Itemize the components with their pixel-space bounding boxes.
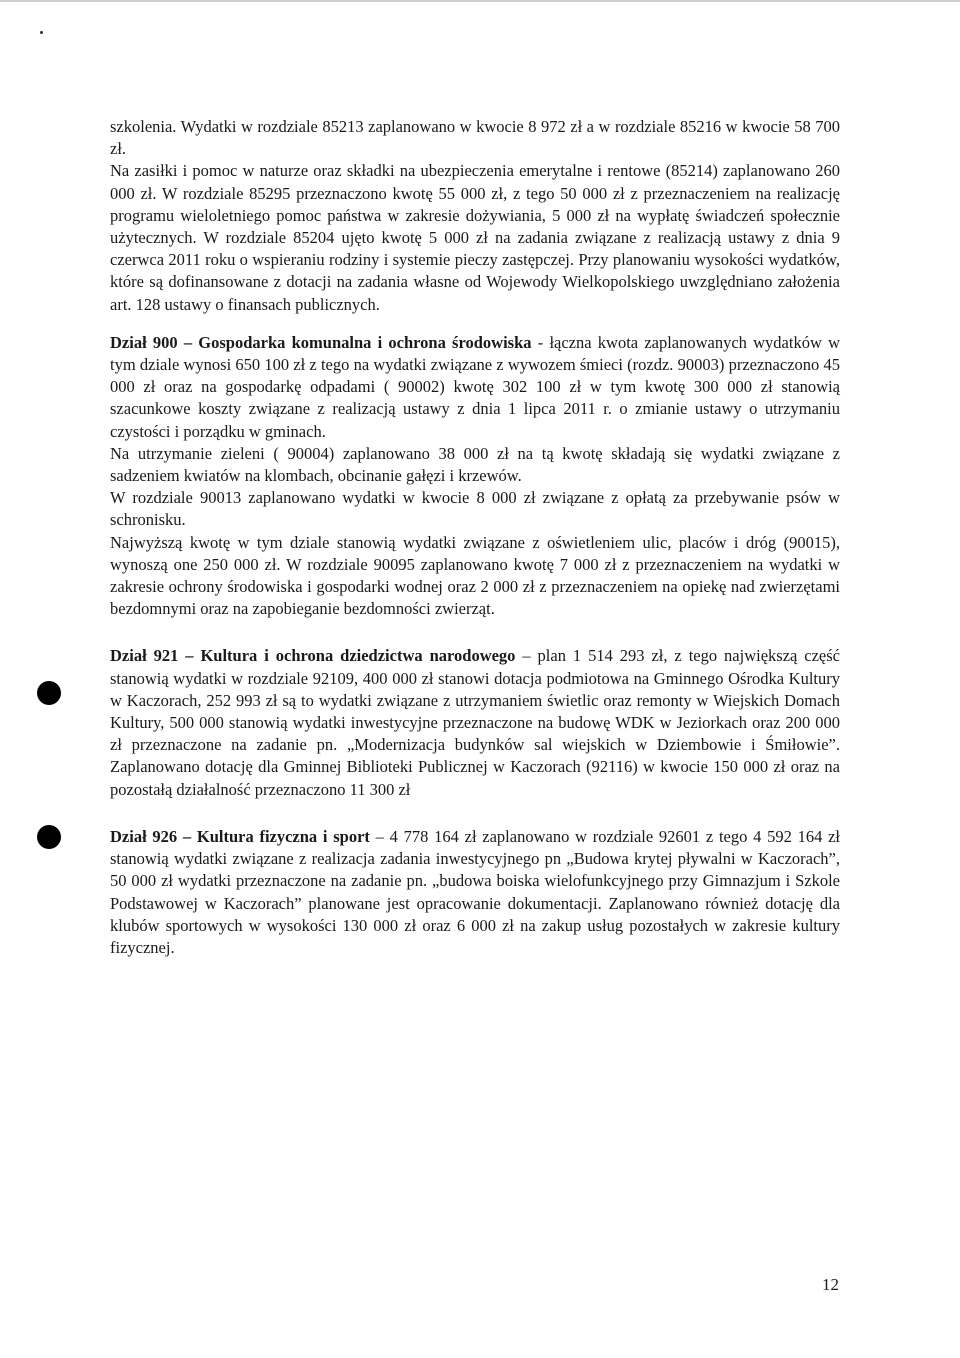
- page-number: 12: [822, 1275, 839, 1294]
- paragraph-zielen: Na utrzymanie zieleni ( 90004) zaplanowano 38 000 zł na tą kwotę składają się wydatki związane z sadzeniem kwiatów na klombach, obcinanie gałęzi i krzewów.: [110, 443, 840, 486]
- punch-hole-bottom: [37, 825, 61, 849]
- punch-hole-top: [37, 681, 61, 705]
- section-dzial-900: [110, 332, 840, 443]
- paragraph-oswietlenie: Najwyższą kwotę w tym dziale stanowią wydatki związane z oświetleniem ulic, placów i dróg (90015), wynoszą one 250 000 zł. W rozdziale 90095 zaplanowano kwotę 7 000 zł z przeznaczeniem na wydatki w zakresie ochrony środowiska i gospodarki wodnej oraz 2 000 zł z przeznaczeniem na opiekę nad zwierzętami bezdomnymi oraz na zapobieganie bezdomności zwierząt.: [110, 532, 840, 619]
- section-dzial-926: [110, 826, 840, 959]
- paragraph-zasilki: Na zasiłki i pomoc w naturze oraz składki na ubezpieczenia emerytalne i rentowe (85214) zaplanowano 260 000 zł. W rozdziale 85295 przeznaczono kwotę 55 000 zł, z tego 50 000 zł z przeznaczeniem na realizację programu wieloletniego pomoc państwa w zakresie dożywiania, 5 000 zł na wypłatę świadczeń społecznie użytecznych. W rozdziale 85204 ujęto kwotę 5 000 zł na zadania związane z realizacją ustawy z dnia 9 czerwca 2011 roku o wspieraniu rodziny i systemie pieczy zastępczej. Przy planowaniu wysokości wydatków, które są dofinansowane z dotacji na zadania własne od Wojewody Wielkopolskiego uwzględniano założenia art. 128 ustawy o finansach publicznych.: [110, 161, 840, 314]
- heading-dzial-926: Dział 926 – Kultura fizyczna i sport: [110, 826, 370, 846]
- dzial-926-body: – 4 778 164 zł zaplanowano w rozdziale 92601 z tego 4 592 164 zł stanowią wydatki związane z realizacja zadania inwestycyjnego pn „Budowa krytej pływalni w Kaczorach”, 50 000 zł wydatki przeznaczone na zadanie pn. „budowa boiska wielofunkcyjnego przy Gimnazjum i Szkole Podstawowej w Kaczorach” planowane jest opracowanie dokumentacji. Zaplanowano również dotację dla klubów sportowych w wysokości 130 000 zł oraz 6 000 zł na zakup usług pozostałych w zakresie kultury fizycznej.: [110, 826, 840, 957]
- dzial-900-intro: - łączna kwota zaplanowanych wydatków w tym dziale wynosi 650 100 zł z tego na wydatki związane z wywozem śmieci (rozdz. 90003) przeznaczono 45 000 zł oraz na gospodarkę odpadami ( 90002) kwotę 302 100 zł w tym kwotę 300 000 zł stanowią szacunkowe koszty związane z realizacją ustawy z dnia 1 lipca 2011 r. o zmianie ustawy o utrzymaniu czystości i porządku w gminach.: [110, 332, 841, 441]
- heading-dzial-921: Dział 921 – Kultura i ochrona dziedzictwa narodowego: [110, 646, 516, 666]
- paragraph-schronisko: W rozdziale 90013 zaplanowano wydatki w kwocie 8 000 zł związane z opłatą za przebywanie psów w schronisku.: [110, 488, 840, 530]
- section-dzial-921: [110, 645, 840, 800]
- scan-speck: [40, 31, 43, 34]
- document-body: [110, 116, 840, 959]
- dzial-921-body: – plan 1 514 293 zł, z tego największą część stanowią wydatki w rozdziale 92109, 400 000 zł stanowi dotacja podmiotowa na Gminnego Ośrodka Kultury w Kaczorach, 252 993 zł są to wydatki związane z utrzymaniem świetlic oraz remonty w Wiejskich Domach Kultury, 500 000 stanowią wydatki inwestycyjne przeznaczone na budowę WDK w Jeziorkach oraz 200 000 zł przeznaczone na zadanie pn. „Modernizacja budynków sal wiejskich w Dziembowie i Śmiłowie”. Zaplanowano dotację dla Gminnej Biblioteki Publicznej w Kaczorach (92116) w kwocie 150 000 zł oraz na pozostałą działalność przeznaczono 11 300 zł: [110, 646, 840, 799]
- paragraph-wydatki-85213: szkolenia. Wydatki w rozdziale 85213 zaplanowano w kwocie 8 972 zł a w rozdziale 85216 w kwocie 58 700 zł.: [110, 117, 840, 159]
- scan-top-edge: [0, 0, 960, 2]
- heading-dzial-900: Dział 900 – Gospodarka komunalna i ochrona środowiska: [110, 332, 532, 352]
